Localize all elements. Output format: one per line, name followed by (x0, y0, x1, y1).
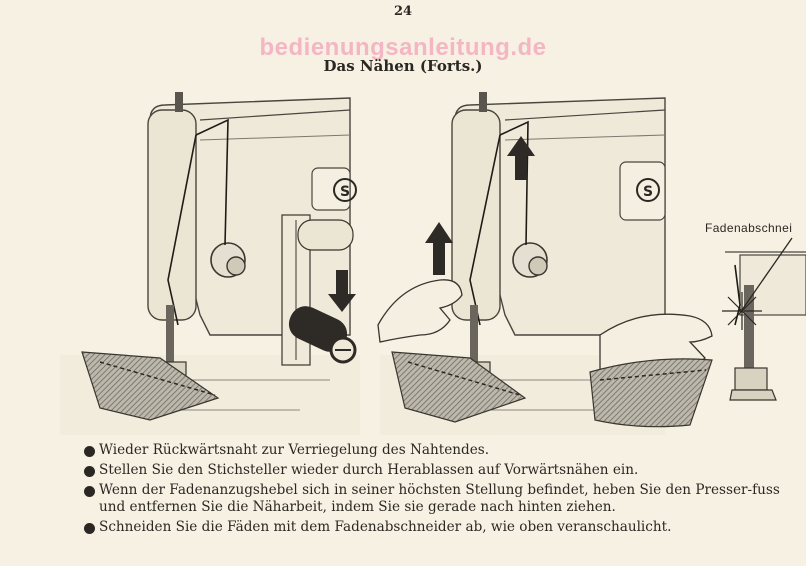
figure-reverse-stitch (60, 92, 360, 435)
instruction-item: Stellen Sie den Stichsteller wieder durch Herablassen auf Vorwärtsnähen ein. (84, 462, 804, 479)
machine-logo-letter: S (339, 184, 351, 200)
instruction-list (84, 442, 804, 539)
watermark: bedienungsanleitung.de (259, 34, 547, 61)
thread-cutter-label: Fadenabschnei (705, 221, 793, 235)
illustration-panel (0, 80, 806, 435)
instruction-item: Wieder Rückwärtsnaht zur Verriegelung des Nahtendes. (84, 442, 804, 459)
instruction-item: Wenn der Fadenanzugshebel sich in seiner höchsten Stellung befindet, heben Sie den Presser-fuss und entfernen Sie die Näharbeit, indem Sie sie gerade nach hinten ziehen. (84, 482, 804, 516)
instruction-item: Schneiden Sie die Fäden mit dem Fadenabschneider ab, wie oben veranschaulicht. (84, 519, 804, 536)
machine-logo-letter: S (642, 184, 654, 200)
page-number: 24 (393, 4, 413, 19)
page-title: Das Nähen (Forts.) (323, 57, 483, 75)
